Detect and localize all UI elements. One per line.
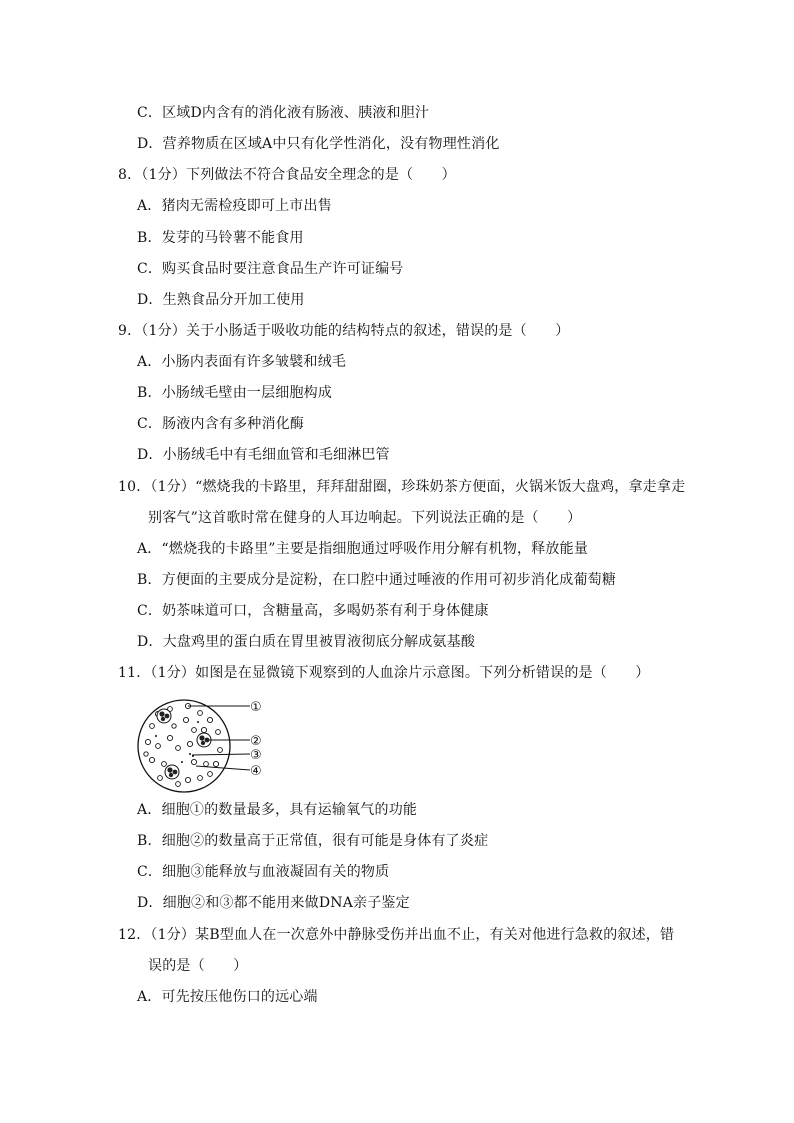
red-blood-cells (144, 703, 223, 786)
q7-option-c: C．区域D内含有的消化液有肠液、胰液和胆汁 (137, 105, 430, 121)
q11-option-b: B．细胞②的数量高于正常值，很有可能是身体有了炎症 (137, 833, 489, 849)
q7-option-d: D．营养物质在区域A中只有化学性消化，没有物理性消化 (137, 136, 500, 152)
blood-smear-figure (134, 692, 274, 802)
q12-stem-line1: 12．（1分）某B型血人在一次意外中静脉受伤并出血不止，有关对他进行急救的叙述，错 (118, 927, 675, 943)
q9-option-c: C．肠液内含有多种消化酶 (137, 416, 305, 432)
figure-label-1: ① (250, 700, 262, 715)
q10-option-a: A．“燃烧我的卡路里”主要是指细胞通过呼吸作用分解有机物，释放能量 (137, 541, 589, 557)
q8-stem: 8．（1分）下列做法不符合食品安全理念的是（ ） (118, 167, 456, 183)
q10-stem-line2: 别客气”这首歌时常在健身的人耳边响起。下列说法正确的是（ ） (148, 510, 582, 526)
q8-option-d: D．生熟食品分开加工使用 (137, 292, 305, 308)
figure-label-4: ④ (250, 764, 262, 779)
q9-option-a: A．小肠内表面有许多皱襞和绒毛 (137, 354, 347, 370)
q10-option-d: D．大盘鸡里的蛋白质在胃里被胃液彻底分解成氨基酸 (137, 634, 476, 650)
q11-stem: 11．（1分）如图是在显微镜下观察到的人血涂片示意图。下列分析错误的是（ ） (118, 665, 650, 681)
q11-option-a: A．细胞①的数量最多，具有运输氧气的功能 (137, 802, 418, 818)
q9-stem: 9．（1分）关于小肠适于吸收功能的结构特点的叙述，错误的是（ ） (118, 323, 570, 339)
q10-option-b: B．方便面的主要成分是淀粉，在口腔中通过唾液的作用可初步消化成葡萄糖 (137, 572, 617, 588)
q8-option-b: B．发芽的马铃薯不能食用 (137, 230, 304, 246)
q8-option-c: C．购买食品时要注意食品生产许可证编号 (137, 261, 404, 277)
figure-label-2: ② (250, 734, 262, 749)
q12-stem-line2: 误的是（ ） (148, 958, 248, 974)
q10-option-c: C．奶茶味道可口，含糖量高，多喝奶茶有利于身体健康 (137, 603, 489, 619)
microscope-field-circle (138, 700, 230, 792)
q10-stem-line1: 10．（1分）“燃烧我的卡路里，拜拜甜甜圈，珍珠奶茶方便面，火锅米饭大盘鸡，拿走拿走 (118, 479, 686, 495)
q11-option-d: D．细胞②和③都不能用来做DNA亲子鉴定 (137, 895, 410, 911)
q11-option-c: C．细胞③能释放与血液凝固有关的物质 (137, 864, 390, 880)
white-blood-cells (157, 709, 211, 779)
q9-option-d: D．小肠绒毛中有毛细血管和毛细淋巴管 (137, 447, 390, 463)
q9-option-b: B．小肠绒毛壁由一层细胞构成 (137, 385, 333, 401)
q8-option-a: A．猪肉无需检疫即可上市出售 (137, 198, 332, 214)
q12-option-a: A．可先按压他伤口的远心端 (137, 989, 318, 1005)
figure-label-3: ③ (250, 748, 262, 763)
platelets (155, 721, 199, 763)
